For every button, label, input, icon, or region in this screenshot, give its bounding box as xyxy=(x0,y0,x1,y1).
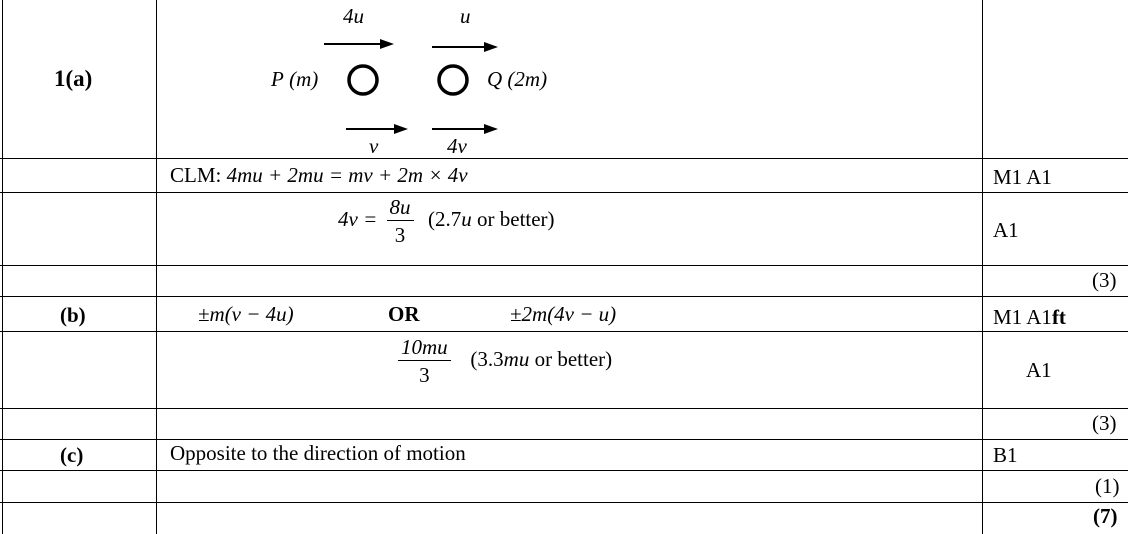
direction-answer: Opposite to the direction of motion xyxy=(170,441,466,465)
velocity-result: 4v = $\frac{8u}{3}$ (2.7u or better) xyxy=(338,195,555,248)
row-rule xyxy=(0,502,1128,503)
clm-marks: M1 A1 xyxy=(993,165,1052,189)
arrow-icon xyxy=(432,41,498,53)
part-a-label: 1(a) xyxy=(54,66,93,91)
part-c-label: (c) xyxy=(60,443,84,467)
row-rule xyxy=(0,192,1128,193)
clm-equation: CLM: 4mu + 2mu = mv + 2m × 4v xyxy=(170,163,468,187)
or-label: OR xyxy=(388,302,420,326)
impulse-marks: M1 A1ft xyxy=(993,305,1066,329)
result-b-marks: A1 xyxy=(1026,358,1052,382)
row-rule xyxy=(0,408,1128,409)
initial-velocity-q-label: u xyxy=(460,4,471,28)
subtotal-b: (3) xyxy=(1092,411,1117,435)
final-velocity-q-label: 4v xyxy=(447,134,467,158)
direction-marks: B1 xyxy=(993,443,1018,467)
part-b-label: (b) xyxy=(60,303,86,327)
subtotal-a: (3) xyxy=(1092,268,1117,292)
fraction: $\frac{10mu}{3}$ xyxy=(398,336,451,386)
particle-p-label: P (m) xyxy=(271,67,319,91)
particle-q-circle-icon xyxy=(436,63,470,97)
column-rule xyxy=(2,0,3,534)
row-rule xyxy=(0,470,1128,471)
initial-velocity-p-label: 4u xyxy=(343,4,364,28)
row-rule xyxy=(0,439,1128,440)
arrow-icon xyxy=(324,38,394,50)
impulse-option-2: ±2m(4v − u) xyxy=(510,302,617,326)
row-rule xyxy=(0,158,1128,159)
row-rule xyxy=(0,331,1128,332)
row-rule xyxy=(0,296,1128,297)
impulse-option-1: ±m(v − 4u) xyxy=(198,302,294,326)
particle-q-label: Q (2m) xyxy=(487,67,548,91)
result-a-marks: A1 xyxy=(993,218,1019,242)
subtotal-c: (1) xyxy=(1095,474,1120,498)
fraction: $\frac{8u}{3}$ xyxy=(387,196,414,246)
particle-p-circle-icon xyxy=(346,63,380,97)
column-rule xyxy=(156,0,157,534)
impulse-result: $\frac{10mu}{3}$ (3.3mu or better) xyxy=(394,336,612,386)
total-marks: (7) xyxy=(1093,504,1118,528)
row-rule xyxy=(0,265,1128,266)
final-velocity-p-label: v xyxy=(369,134,379,158)
column-rule xyxy=(982,0,983,534)
